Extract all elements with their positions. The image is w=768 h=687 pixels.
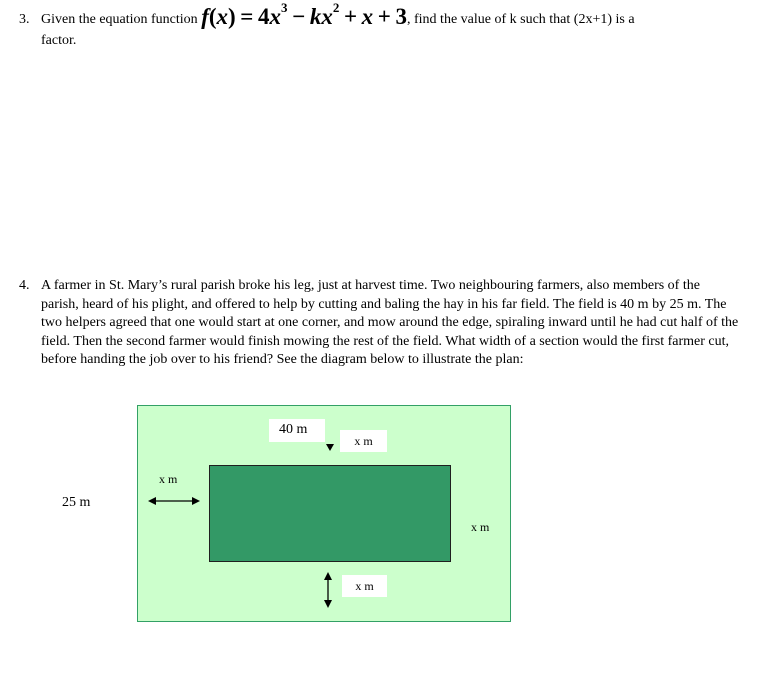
question-3-number: 3. [19, 12, 30, 27]
field-inner-rectangle [209, 465, 451, 562]
length-label: 40 m [269, 419, 325, 442]
question-4-number: 4. [19, 278, 30, 293]
double-arrow-horizontal-icon [148, 494, 200, 508]
question-3-line [19, 0, 749, 30]
arrow-down-icon [325, 441, 335, 453]
question-4-text: A farmer in St. Mary’s rural parish broke his leg, just at harvest time. Two neighbouring farmers, also members of the parish, heard of his plight, and offered to help by cutting and baling the hay in his far field. The field is 40 m by 25 m. The two helpers agreed that one would start at one corner, and mow around the edge, spiraling inward until he had cut half of the field. Then the second farmer would finish mowing the rest of the field. What width of a section would the first farmer cut, before handing the job over to his friend? See the diagram below to illustrate the plan: [41, 278, 739, 367]
width-label: 25 m [62, 495, 91, 510]
x-label-top: x m [340, 430, 387, 452]
x-label-bottom: x m [342, 575, 387, 597]
question-3-continuation: factor. [41, 32, 77, 48]
question-3 [19, 0, 749, 50]
question-3-lead: Given the equation function [41, 12, 198, 27]
x-label-left: x m [159, 472, 178, 486]
x-label-right: x m [471, 520, 490, 534]
question-4 [19, 277, 739, 370]
double-arrow-vertical-icon [322, 572, 334, 608]
function-equation: $f(x) = 4x^3 - kx^2 + x + 3$ [201, 0, 407, 29]
question-3-tail: , find the value of k such that (2x+1) is a [407, 12, 635, 27]
